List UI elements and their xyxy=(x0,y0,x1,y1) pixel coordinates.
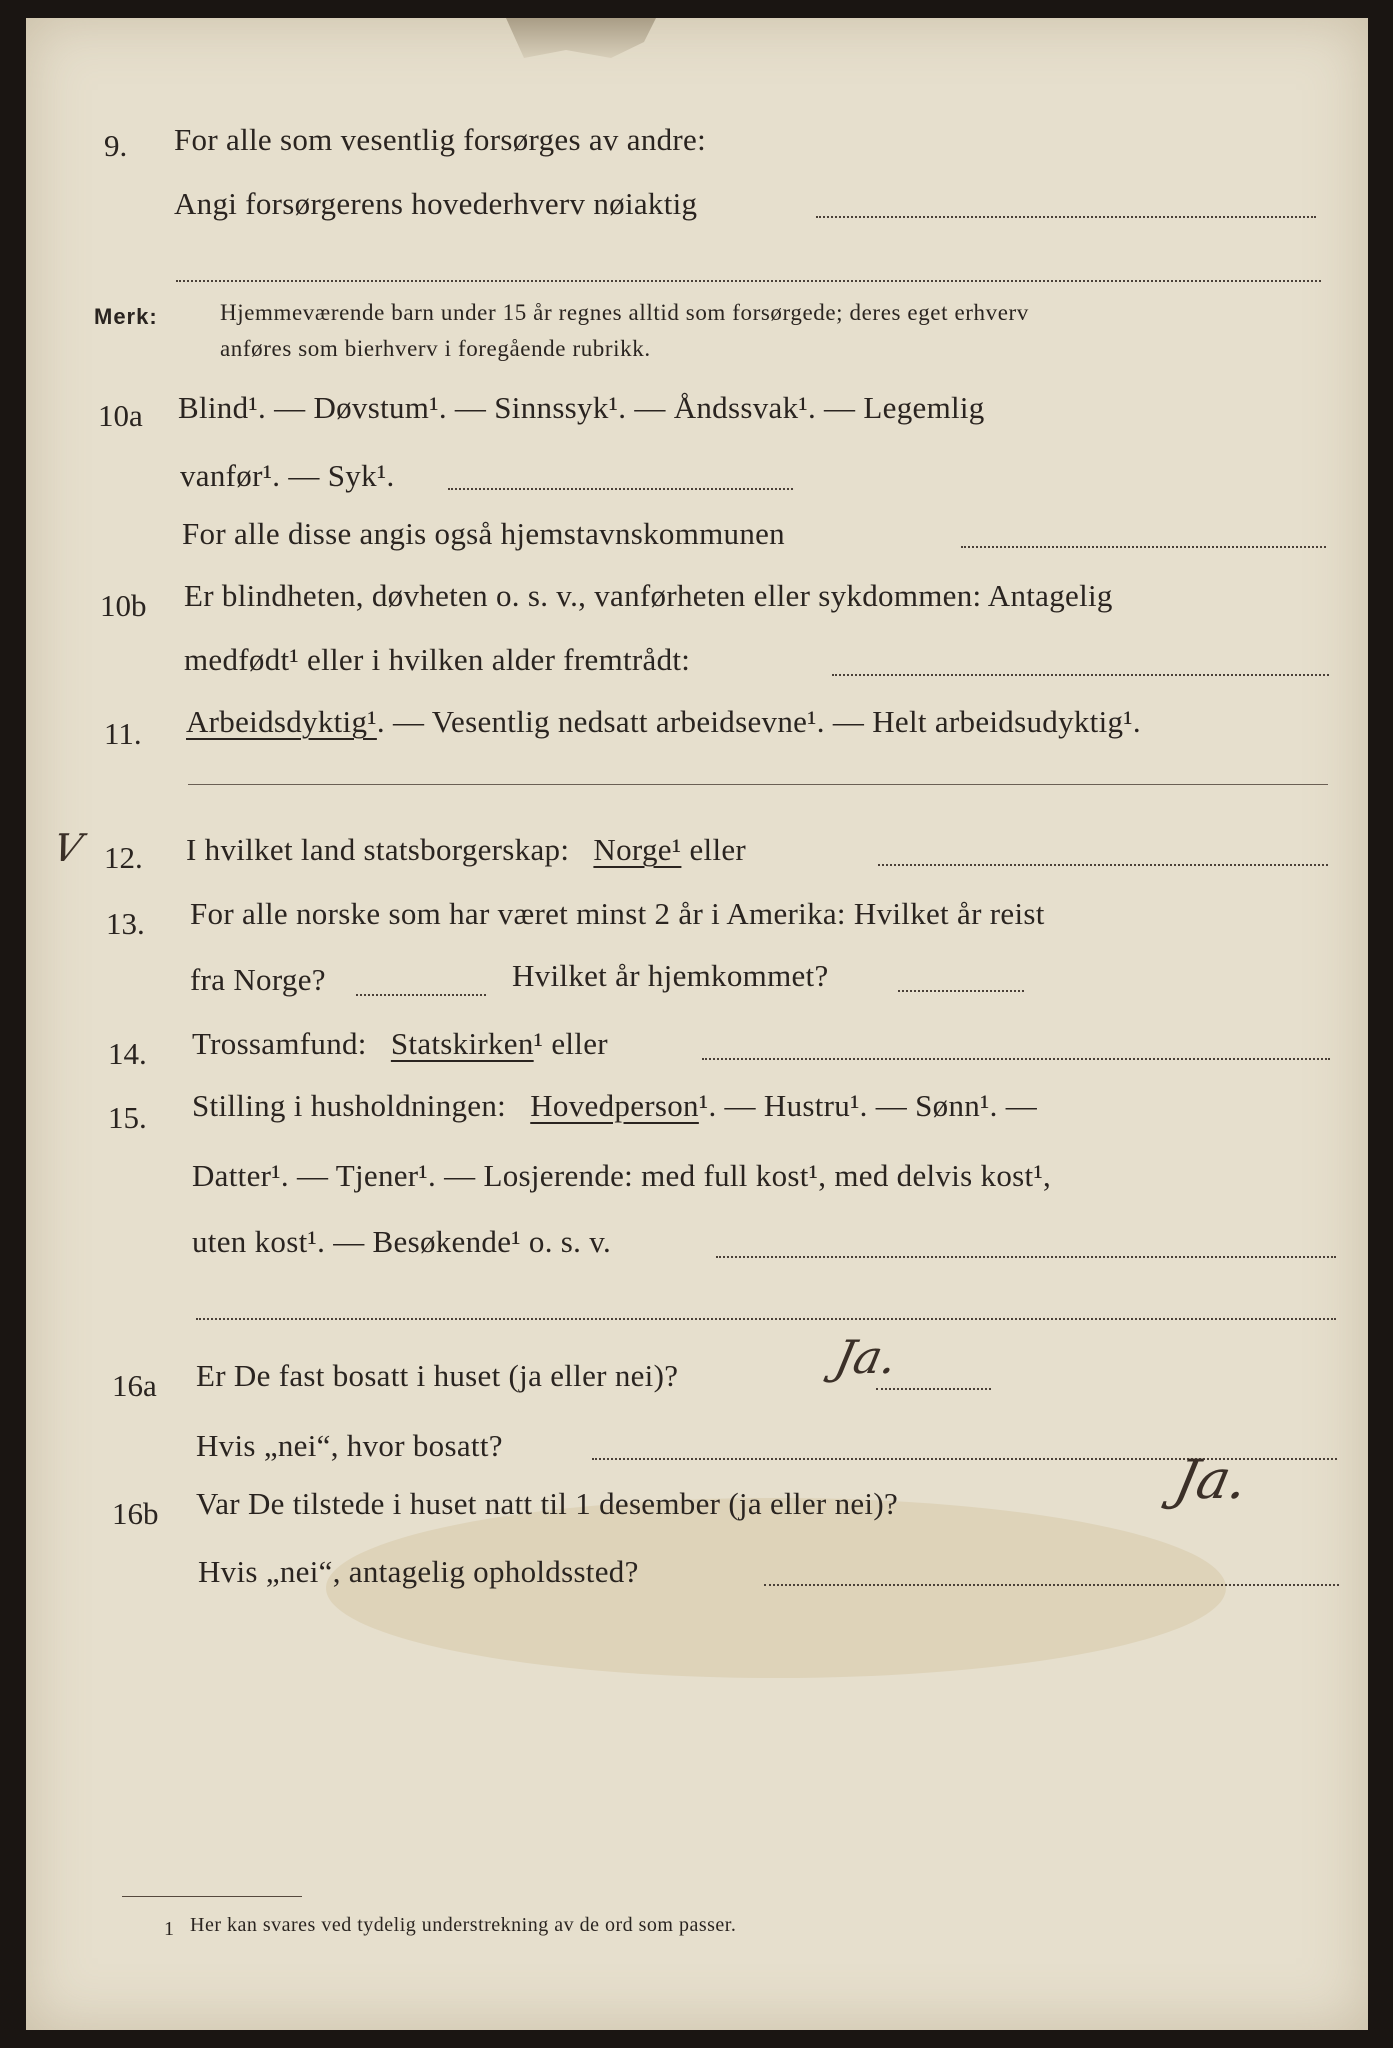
check-mark: V xyxy=(49,826,87,870)
note-label: Merk: xyxy=(94,304,158,329)
question-10b-text: Er blindheten, døvheten o. s. v., vanførheten eller sykdommen: Antagelig xyxy=(184,578,1113,613)
question-15-options-2: Datter¹. — Tjener¹. — Losjerende: med full kost¹, med delvis kost¹, xyxy=(192,1158,1052,1193)
answer-line[interactable] xyxy=(876,1388,991,1390)
handwritten-answer: Ja. xyxy=(830,1330,903,1384)
answer-line[interactable] xyxy=(961,546,1326,548)
answer-line[interactable] xyxy=(832,674,1329,676)
answer-line[interactable] xyxy=(716,1256,1336,1258)
question-number: 9. xyxy=(104,128,128,163)
answer-line[interactable] xyxy=(196,1318,1336,1320)
question-13-prompt-2: Hvilket år hjemkommet? xyxy=(512,958,829,993)
question-number: 16a xyxy=(112,1368,157,1403)
answer-line[interactable] xyxy=(188,784,1328,785)
footnote-text: Her kan svares ved tydelig understrekning av de ord som passer. xyxy=(190,1914,737,1936)
selected-option[interactable]: Arbeidsdyktig¹ xyxy=(186,704,377,739)
handwritten-answer: Ja. xyxy=(1169,1448,1254,1511)
question-9-prompt: Angi forsørgerens hovederhverv nøiaktig xyxy=(174,186,698,221)
question-15-label: Stilling i husholdningen: xyxy=(192,1088,507,1123)
question-number: 16b xyxy=(112,1496,159,1531)
question-16b-text: Var De tilstede i huset natt til 1 desember (ja eller nei)? xyxy=(196,1486,899,1521)
question-number: 15. xyxy=(108,1100,147,1135)
question-13-text: For alle norske som har været minst 2 år i Amerika: Hvilket år reist xyxy=(190,896,1045,931)
answer-line[interactable] xyxy=(448,488,793,490)
question-number: 10b xyxy=(100,588,147,623)
question-15-text xyxy=(192,1088,1037,1124)
selected-option[interactable]: Statskirken xyxy=(390,1026,534,1061)
option-text: eller xyxy=(689,832,747,867)
answer-line[interactable] xyxy=(764,1584,1339,1586)
answer-line[interactable] xyxy=(816,216,1316,218)
question-16a-text: Er De fast bosatt i huset (ja eller nei)? xyxy=(196,1358,679,1393)
option-text: . — Vesentlig nedsatt arbeidsevne¹. — Helt arbeidsudyktig¹. xyxy=(376,704,1141,739)
answer-line[interactable] xyxy=(702,1058,1330,1060)
answer-line[interactable] xyxy=(878,864,1328,866)
footnote-mark: 1 xyxy=(164,1918,174,1940)
question-10a-options: Blind¹. — Døvstum¹. — Sinnssyk¹. — Åndssvak¹. — Legemlig xyxy=(178,390,985,425)
question-16a-prompt: Hvis „nei“, hvor bosatt? xyxy=(196,1428,503,1463)
option-text: ¹. — Hustru¹. — Sønn¹. — xyxy=(698,1088,1038,1123)
question-16b-prompt: Hvis „nei“, antagelig opholdssted? xyxy=(198,1554,639,1589)
question-11-options xyxy=(186,704,1141,740)
question-15-options-3: uten kost¹. — Besøkende¹ o. s. v. xyxy=(192,1224,612,1259)
answer-line[interactable] xyxy=(898,990,1024,992)
census-form-page xyxy=(26,18,1368,2030)
question-14-text xyxy=(192,1026,608,1062)
question-12-label: I hvilket land statsborgerskap: xyxy=(186,832,570,867)
question-9-text: For alle som vesentlig forsørges av andre: xyxy=(174,122,707,157)
question-number: 14. xyxy=(108,1036,147,1071)
question-number: 10a xyxy=(98,398,143,433)
question-13-prompt-1: fra Norge? xyxy=(190,962,326,997)
question-14-label: Trossamfund: xyxy=(192,1026,367,1061)
question-10b-prompt: medfødt¹ eller i hvilken alder fremtrådt: xyxy=(184,642,691,677)
selected-option[interactable]: Norge¹ xyxy=(593,832,682,867)
question-number: 11. xyxy=(104,716,142,751)
answer-line[interactable] xyxy=(176,280,1321,282)
note-text-line-1: Hjemmeværende barn under 15 år regnes alltid som forsørgede; deres eget erhverv xyxy=(220,300,1029,325)
option-text: ¹ eller xyxy=(533,1026,608,1061)
torn-edge xyxy=(506,18,656,58)
question-12-text xyxy=(186,832,746,868)
question-10a-prompt: For alle disse angis også hjemstavnskommunen xyxy=(182,516,785,551)
selected-option[interactable]: Hovedperson xyxy=(530,1088,699,1123)
footnote-rule xyxy=(122,1896,302,1897)
question-number: 13. xyxy=(106,906,145,941)
question-10a-options-cont: vanfør¹. — Syk¹. xyxy=(180,458,395,493)
question-number: 12. xyxy=(104,840,143,875)
answer-line[interactable] xyxy=(356,994,486,996)
note-text-line-2: anføres som bierhverv i foregående rubrikk. xyxy=(220,336,651,361)
